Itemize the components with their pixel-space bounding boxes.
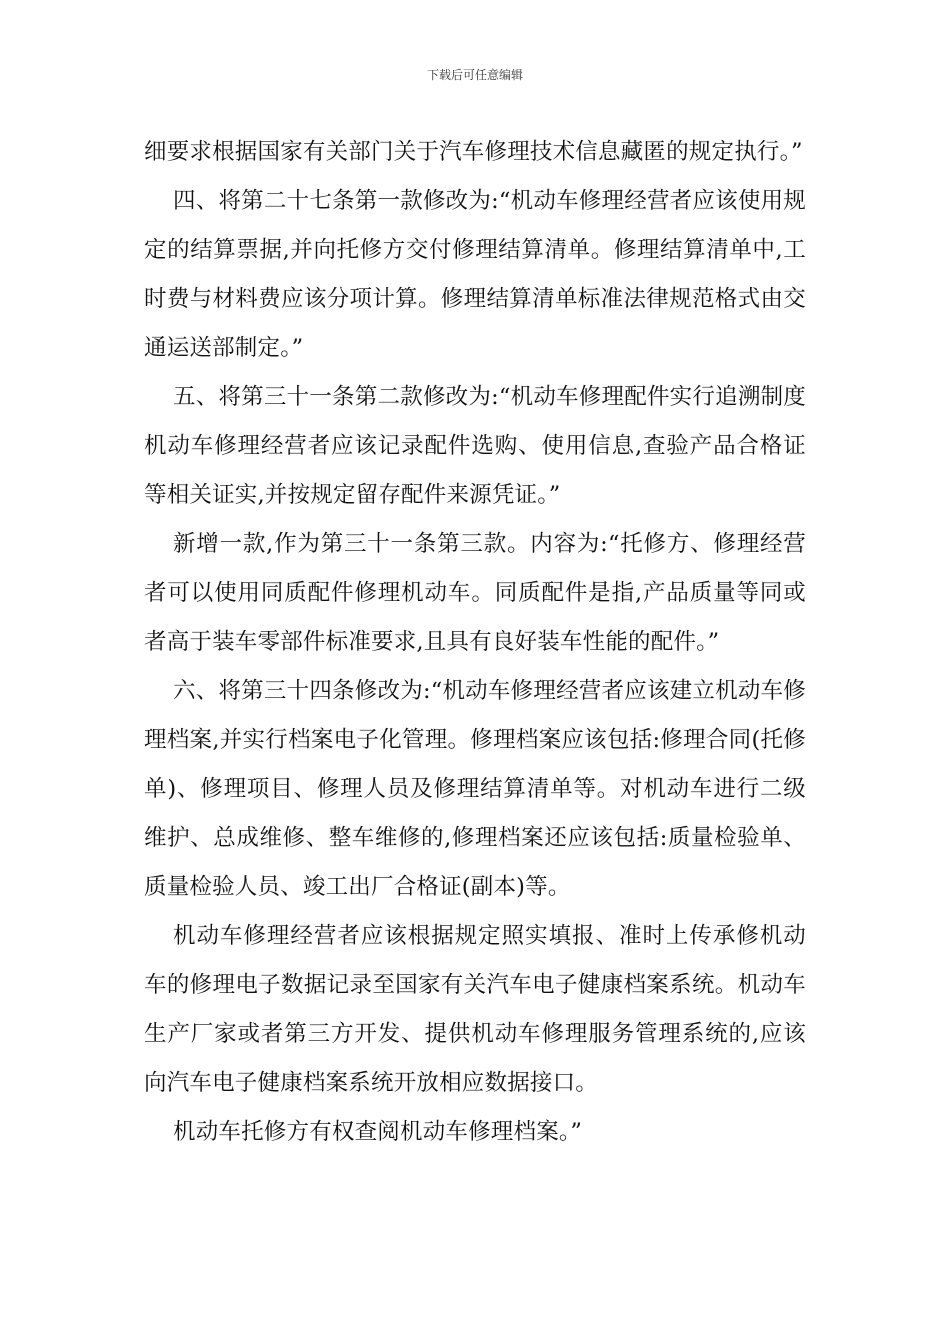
paragraph-6: 机动车修理经营者应该根据规定照实填报、准时上传承修机动车的修理电子数据记录至国家有关汽车电子健康档案系统。机动车生产厂家或者第三方开发、提供机动车修理服务管理系统的,应该向汽车电子健康档案系统开放相应数据接口。 (144, 923, 806, 1096)
paragraph-4: 新增一款,作为第三十一条第三款。内容为:“托修方、修理经营者可以使用同质配件修理机动车。同质配件是指,产品质量等同或者高于装车零部件标准要求,且具有良好装车性能的配件。” (144, 531, 806, 655)
paragraph-5: 六、将第三十四条修改为:“机动车修理经营者应该建立机动车修理档案,并实行档案电子化管理。修理档案应该包括:修理合同(托修单)、修理项目、修理人员及修理结算清单等。对机动车进行二级维护、总成维修、整车维修的,修理档案还应该包括:质量检验单、质量检验人员、竣工出厂合格证(副本)等。 (144, 678, 806, 900)
paragraph-2: 四、将第二十七条第一款修改为:“机动车修理经营者应该使用规定的结算票据,并向托修方交付修理结算清单。修理结算清单中,工时费与材料费应该分项计算。修理结算清单标准法律规范格式由交通运送部制定。” (144, 188, 806, 361)
document-body (144, 128, 806, 1157)
paragraph-7: 机动车托修方有权查阅机动车修理档案。” (173, 1119, 583, 1145)
paragraph-3: 五、将第三十一条第二款修改为:“机动车修理配件实行追溯制度机动车修理经营者应该记录配件选购、使用信息,查验产品合格证等相关证实,并按规定留存配件来源凭证。” (144, 384, 806, 508)
paragraph-1: 细要求根据国家有关部门关于汽车修理技术信息藏匿的规定执行。” (144, 139, 803, 165)
page-header: 下载后可任意编辑 (426, 68, 523, 82)
